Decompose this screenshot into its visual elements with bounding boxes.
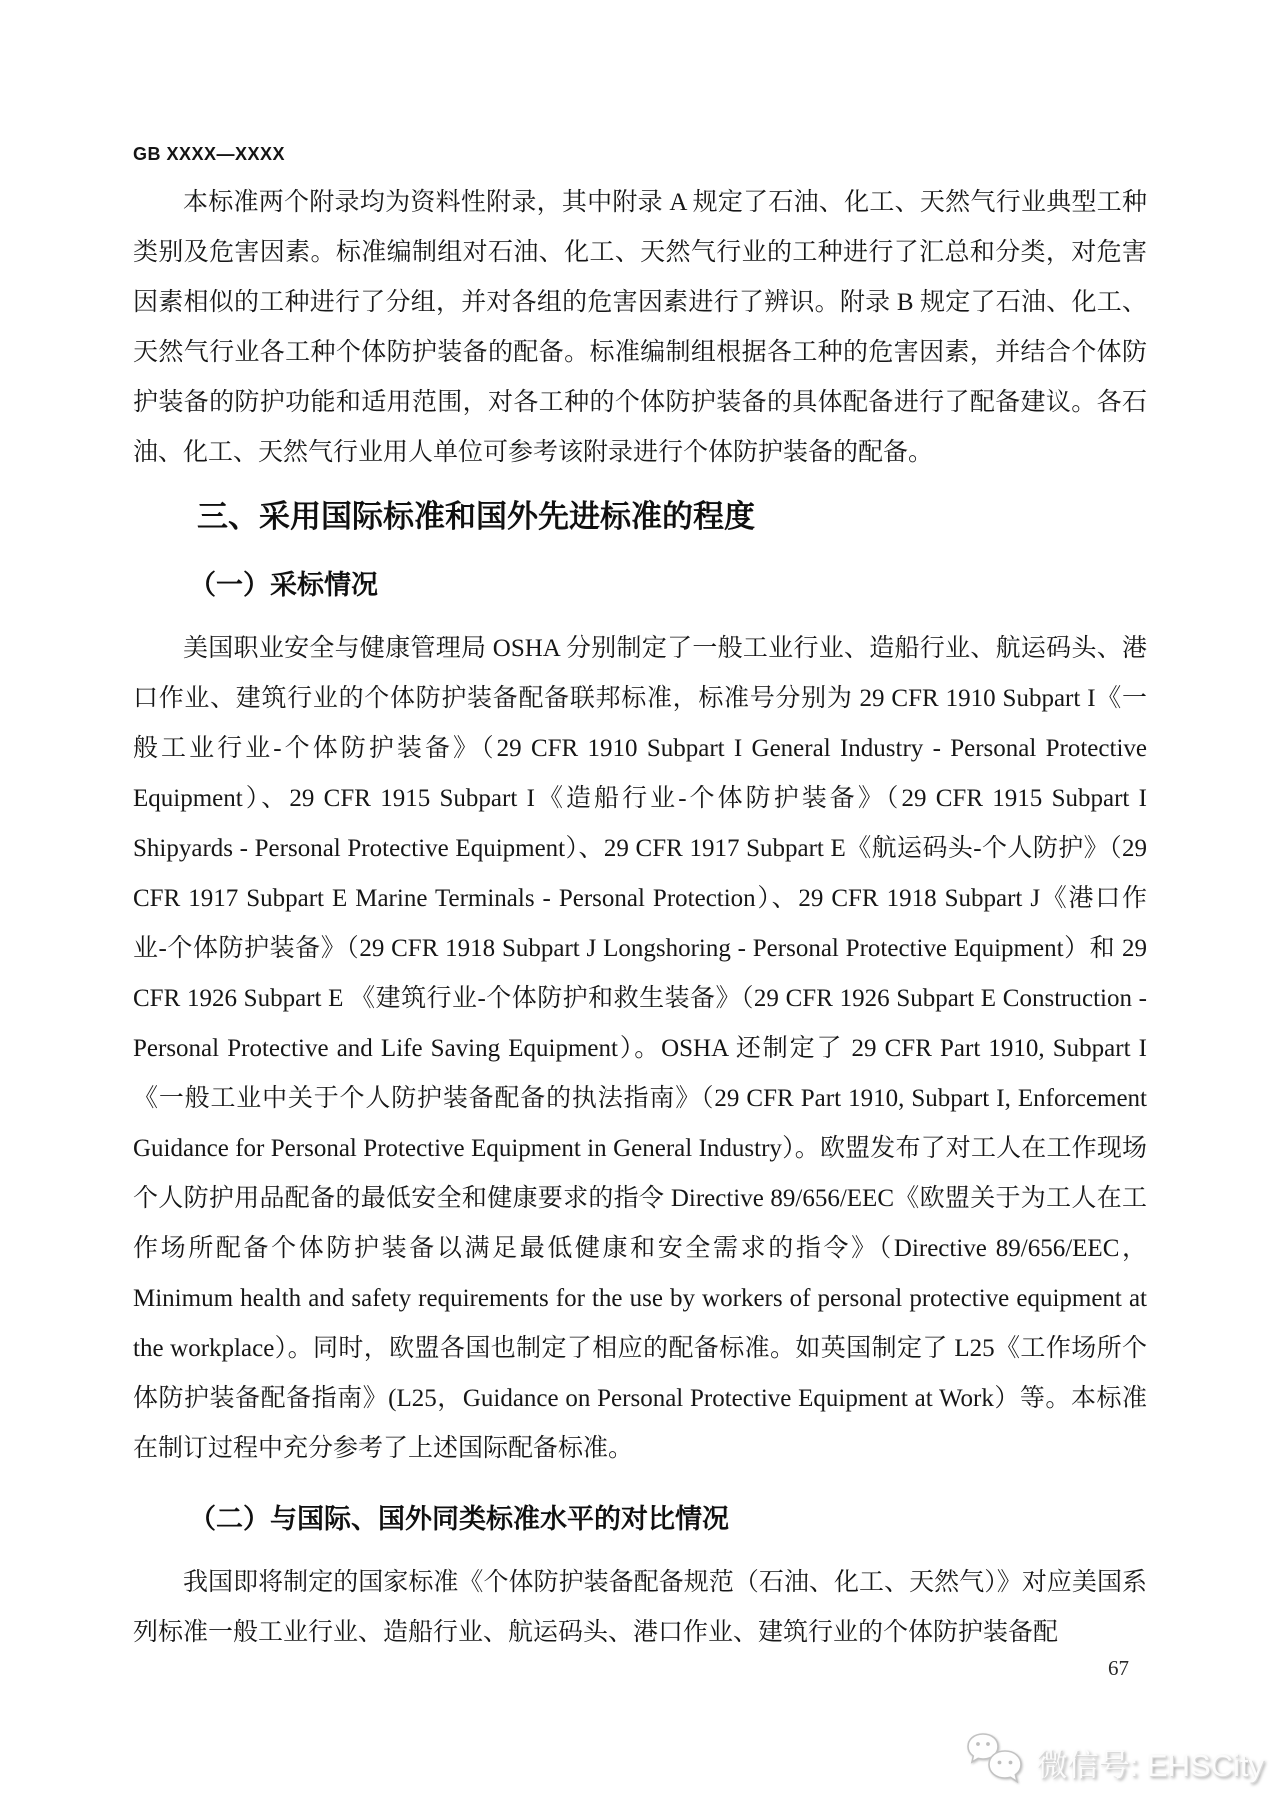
paragraph-comparison: 我国即将制定的国家标准《个体防护装备配备规范（石油、化工、天然气）》对应美国系列标准一般工业行业、造船行业、航运码头、港口作业、建筑行业的个体防护装备配 [133,1569,1147,1646]
section-heading-international-standards: 三、采用国际标准和国外先进标准的程度 [197,499,755,534]
wechat-icon [963,1731,1027,1794]
paragraph-osha-standards: 美国职业安全与健康管理局 OSHA 分别制定了一般工业行业、造船行业、航运码头、港口作业、建筑行业的个体防护装备配备联邦标准，标准号分别为 29 CFR 1910 Subpart I《一般工业行业-个体防护装备》（29 CFR 1910 Subpart I General Industry - Personal Protective Equipment）、29 CFR 1915 Subpart I《造船行业-个体防护装备》（29 CFR 1915 Subpart I Shipyards - Personal Protective Equipment）、29 CFR 1917 Subpart E《航运码头-个人防护》（29 CFR 1917 Subpart E Marine Terminals - Personal Protection）、29 CFR 1918 Subpart J《港口作业-个体防护装备》（29 CFR 1918 Subpart J Longshoring - Personal Protective Equipment）和 29 CFR 1926 Subpart E 《建筑行业-个体防护和救生装备》（29 CFR 1926 Subpart E Construction - Personal Protective and Life Saving Equipment）。OSHA 还制定了 29 CFR Part 1910, Subpart I《一般工业中关于个人防护装备配备的执法指南》（29 CFR Part 1910, Subpart I, Enforcement Guidance for Personal Protective Equipment in General Industry）。欧盟发布了对工人在工作现场个人防护用品配备的最低安全和健康要求的指令 Directive 89/656/EEC《欧盟关于为工人在工作场所配备个体防护装备以满足最低健康和安全需求的指令》（Directive 89/656/EEC，Minimum health and safety requirements for the use by workers of personal protective equipment at the workplace）。同时，欧盟各国也制定了相应的配备标准。如英国制定了 L25《工作场所个体防护装备配备指南》(L25，Guidance on Personal Protective Equipment at Work）等。本标准在制订过程中充分参考了上述国际配备标准。 [133,635,1147,1462]
watermark [963,1731,1264,1794]
page-content [133,0,1147,1658]
paragraph-appendix-overview: 本标准两个附录均为资料性附录，其中附录 A 规定了石油、化工、天然气行业典型工种类别及危害因素。标准编制组对石油、化工、天然气行业的工种进行了汇总和分类，对危害因素相似的工种进行了分组，并对各组的危害因素进行了辨识。附录 B 规定了石油、化工、天然气行业各工种个体防护装备的配备。标准编制组根据各工种的危害因素，并结合个体防护装备的防护功能和适用范围，对各工种的个体防护装备的具体配备进行了配备建议。各石油、化工、天然气行业用人单位可参考该附录进行个体防护装备的配备。 [133,189,1147,466]
subsection-heading-adoption-status: （一）采标情况 [189,570,378,600]
watermark-text: 微信号: EHSCity [1036,1748,1264,1783]
document-code: GB XXXX—XXXX [133,144,286,164]
subsection-heading-comparison: （二）与国际、国外同类标准水平的对比情况 [189,1504,729,1534]
page-number: 67 [1108,1656,1129,1680]
